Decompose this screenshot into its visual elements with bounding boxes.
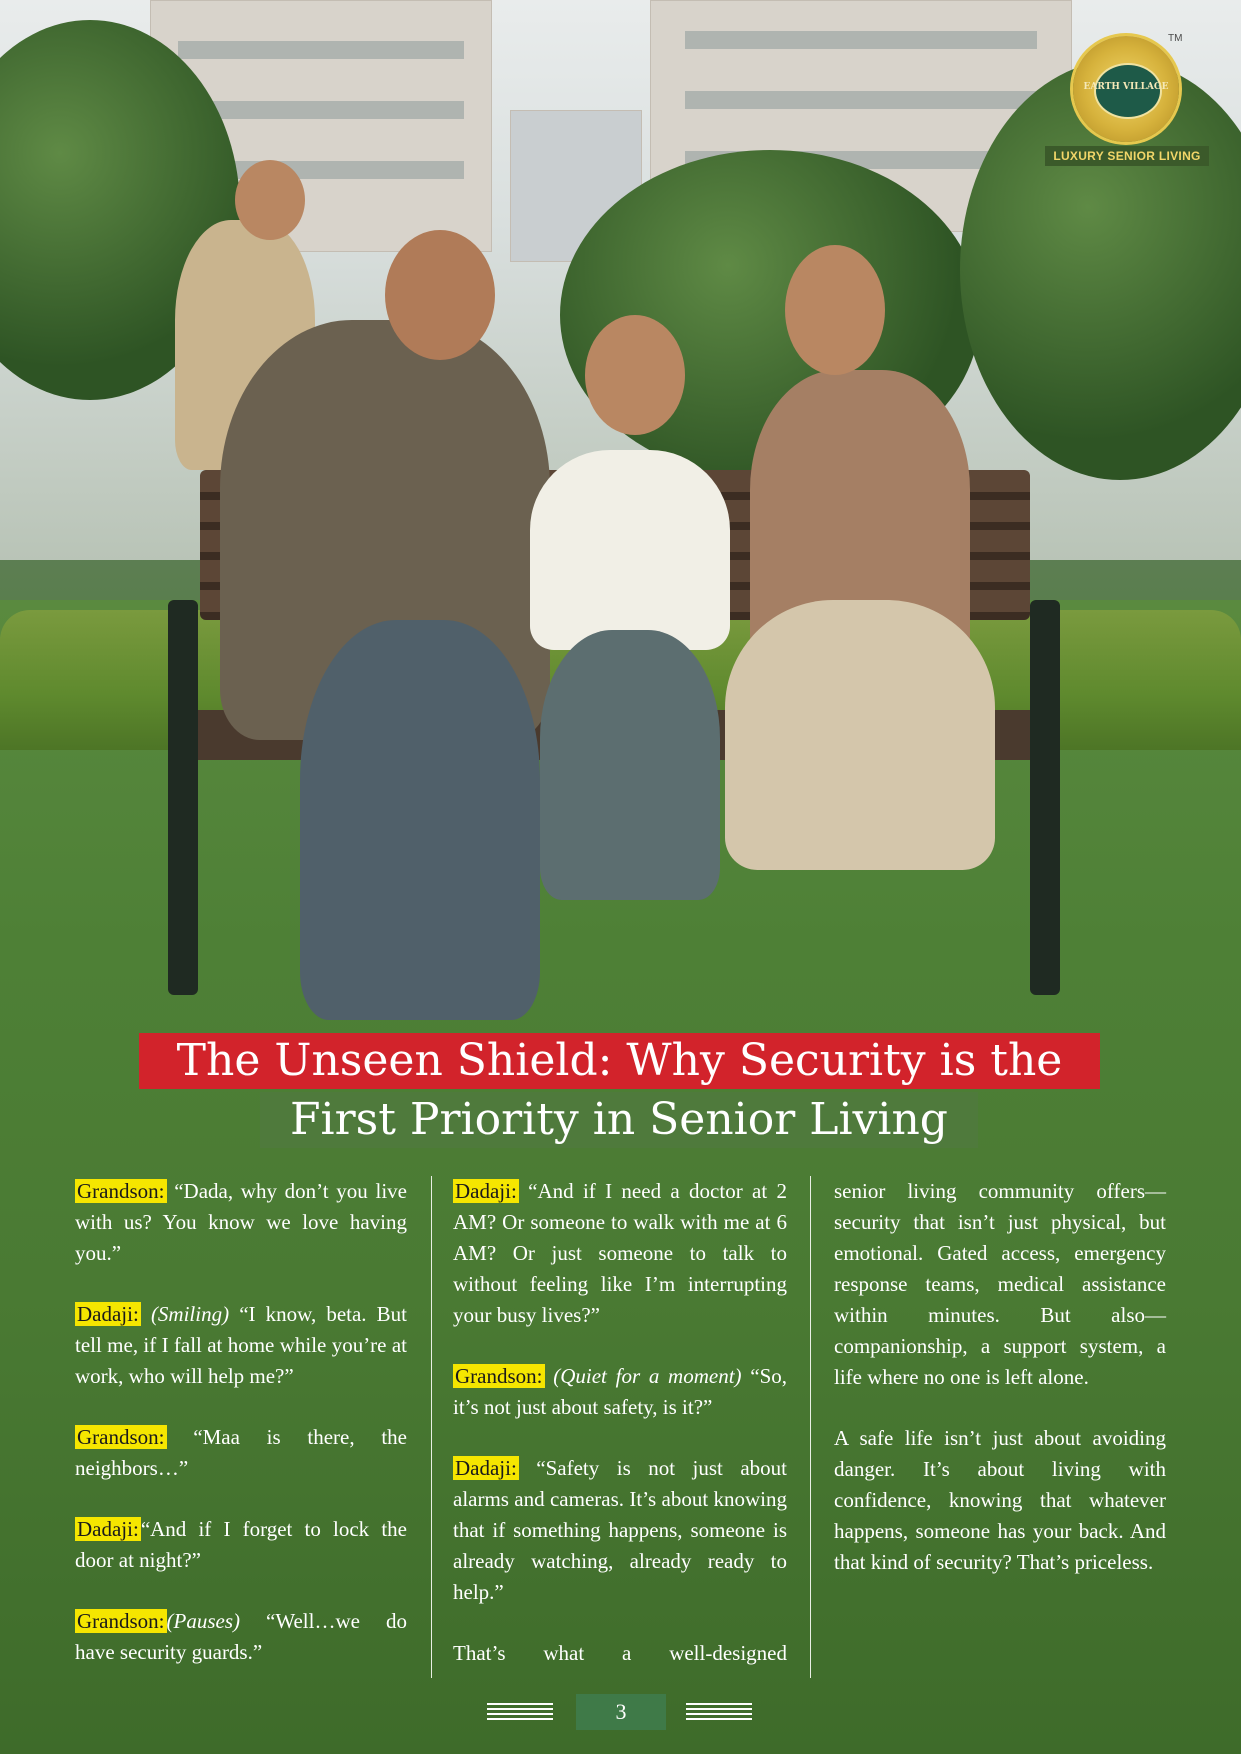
- stage-direction: (Smiling): [150, 1302, 230, 1326]
- column-divider: [810, 1176, 811, 1678]
- article-title-line-1: The Unseen Shield: Why Security is the: [139, 1033, 1100, 1089]
- dialogue-text: “Safety is not just about alarms and cameras. It’s about knowing that if something happens, someone is already watching, already ready to help.”: [453, 1456, 788, 1604]
- article-title-line-2: First Priority in Senior Living: [260, 1092, 978, 1148]
- narrative-paragraph: A safe life isn’t just about avoiding danger. It’s about living with confidence, knowing that whatever happens, someone has your back. And that kind of security? That’s priceless.: [834, 1426, 1166, 1574]
- speaker-label: Grandson:: [77, 1425, 165, 1449]
- dialogue-line: [75, 1176, 407, 1269]
- granddaughter-head: [785, 245, 885, 375]
- stage-direction: (Quiet for a moment): [553, 1364, 742, 1388]
- logo-name: EARTH VILLAGE: [1083, 82, 1169, 92]
- dialogue-text: “Well…we do have security guards.”: [75, 1609, 408, 1664]
- earth-village-logo: [1073, 36, 1179, 142]
- dialogue-text: “Dada, why don’t you live with us? You know we love having you.”: [75, 1179, 407, 1265]
- grandson-figure: [530, 450, 730, 650]
- dialogue-text: “Maa is there, the neighbors…”: [75, 1425, 407, 1480]
- grandson-head: [585, 315, 685, 435]
- grandson-trousers: [540, 630, 720, 900]
- speaker-label: Dadaji:: [77, 1302, 139, 1326]
- text-column-2: [453, 1176, 787, 1699]
- footer-ornament-right: [686, 1703, 752, 1723]
- narrative-paragraph: senior living community offers—security that isn’t just physical, but emotional. Gated access, emergency response teams, medical assistance within minutes. But also—companionship, a support system, a life where no one is left alone.: [834, 1179, 1166, 1389]
- bench-leg: [1030, 600, 1060, 995]
- guard-head: [235, 160, 305, 240]
- page-number: 3: [576, 1694, 666, 1730]
- speaker-label: Grandson:: [77, 1179, 165, 1203]
- dialogue-line: [453, 1361, 787, 1423]
- grandfather-head: [385, 230, 495, 360]
- trademark-symbol: TM: [1168, 33, 1183, 44]
- granddaughter-skirt: [725, 600, 995, 870]
- speaker-label: Dadaji:: [455, 1179, 517, 1203]
- brand-tagline: LUXURY SENIOR LIVING: [1045, 146, 1209, 166]
- speaker-label: Grandson:: [455, 1364, 543, 1388]
- dialogue-text: “I know, beta. But tell me, if I fall at home while you’re at work, who will help me?”: [75, 1302, 408, 1388]
- dialogue-line: [75, 1422, 407, 1484]
- stage-direction: (Pauses): [166, 1609, 240, 1633]
- dialogue-line: [453, 1176, 787, 1331]
- dialogue-line: [75, 1514, 407, 1576]
- dialogue-text: “And if I need a doctor at 2 AM? Or someone to walk with me at 6 AM? Or just someone to talk to without feeling like I’m interrupting your busy lives?”: [453, 1179, 787, 1327]
- footer-ornament-left: [487, 1703, 553, 1723]
- dialogue-line: [75, 1299, 407, 1392]
- bench-leg: [168, 600, 198, 995]
- dialogue-text: “And if I forget to lock the door at night?”: [75, 1517, 407, 1572]
- speaker-label: Dadaji:: [77, 1517, 139, 1541]
- dialogue-line: [75, 1606, 407, 1668]
- column-divider: [431, 1176, 432, 1678]
- speaker-label: Grandson:: [77, 1609, 165, 1633]
- dialogue-text: “So, it’s not just about safety, is it?”: [453, 1364, 788, 1419]
- grandfather-trousers: [300, 620, 540, 1020]
- text-column-3: [834, 1176, 1166, 1608]
- narrative-paragraph: That’s what a well-designed: [453, 1641, 787, 1665]
- speaker-label: Dadaji:: [455, 1456, 517, 1480]
- dialogue-line: [453, 1453, 787, 1608]
- text-column-1: [75, 1176, 407, 1698]
